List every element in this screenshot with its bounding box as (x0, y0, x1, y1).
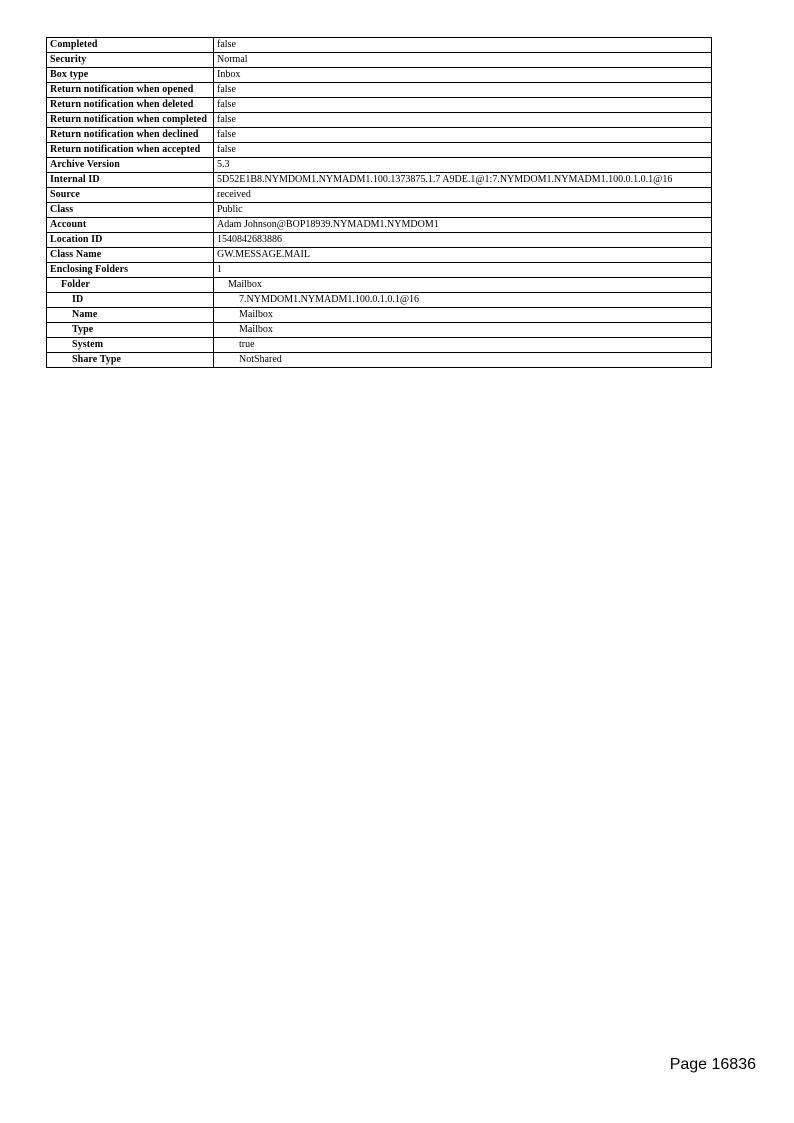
folder-child-value: NotShared (214, 353, 712, 368)
folder-child-row (47, 293, 712, 308)
property-key: Account (47, 218, 214, 233)
table-row (47, 38, 712, 53)
property-key: Box type (47, 68, 214, 83)
folder-child-value: 7.NYMDOM1.NYMADM1.100.0.1.0.1@16 (214, 293, 712, 308)
property-key: Class (47, 203, 214, 218)
property-key: Internal ID (47, 173, 214, 188)
folder-child-value: true (214, 338, 712, 353)
property-key: Archive Version (47, 158, 214, 173)
table-row (47, 158, 712, 173)
properties-table (46, 37, 712, 368)
folder-child-row (47, 323, 712, 338)
property-key: Return notification when deleted (47, 98, 214, 113)
property-key: Location ID (47, 233, 214, 248)
property-key: Completed (47, 38, 214, 53)
property-value: GW.MESSAGE.MAIL (214, 248, 712, 263)
folder-child-row (47, 353, 712, 368)
folder-child-key: Type (47, 323, 214, 338)
table-row (47, 218, 712, 233)
property-value: Public (214, 203, 712, 218)
table-row (47, 248, 712, 263)
table-row (47, 173, 712, 188)
table-row (47, 98, 712, 113)
folder-child-value: Mailbox (214, 308, 712, 323)
property-value: false (214, 143, 712, 158)
property-value: 5.3 (214, 158, 712, 173)
folder-child-key: Share Type (47, 353, 214, 368)
table-row (47, 53, 712, 68)
table-row (47, 113, 712, 128)
table-row (47, 233, 712, 248)
property-value: 1 (214, 263, 712, 278)
folder-child-key: Name (47, 308, 214, 323)
folder-key: Folder (47, 278, 214, 293)
property-value: false (214, 83, 712, 98)
property-value: 1540842683886 (214, 233, 712, 248)
folder-child-row (47, 308, 712, 323)
property-value: Inbox (214, 68, 712, 83)
folder-child-key: System (47, 338, 214, 353)
folder-value: Mailbox (214, 278, 712, 293)
folder-row (47, 278, 712, 293)
property-key: Return notification when completed (47, 113, 214, 128)
page-number: Page 16836 (669, 1056, 756, 1073)
table-row (47, 68, 712, 83)
table-row (47, 203, 712, 218)
property-value: false (214, 128, 712, 143)
table-row (47, 263, 712, 278)
table-row (47, 143, 712, 158)
property-key: Security (47, 53, 214, 68)
folder-child-key: ID (47, 293, 214, 308)
property-value: false (214, 38, 712, 53)
property-key: Source (47, 188, 214, 203)
property-key: Enclosing Folders (47, 263, 214, 278)
property-value: false (214, 98, 712, 113)
folder-child-value: Mailbox (214, 323, 712, 338)
table-row (47, 128, 712, 143)
property-value: false (214, 113, 712, 128)
property-key: Return notification when accepted (47, 143, 214, 158)
property-value: 5D52E1B8.NYMDOM1.NYMADM1.100.1373875.1.7 A9DE.1@1:7.NYMDOM1.NYMADM1.100.0.1.0.1@16 (214, 173, 712, 188)
property-value: Adam Johnson@BOP18939.NYMADM1.NYMDOM1 (214, 218, 712, 233)
property-key: Return notification when opened (47, 83, 214, 98)
property-value: Normal (214, 53, 712, 68)
property-key: Return notification when declined (47, 128, 214, 143)
table-row (47, 83, 712, 98)
table-row (47, 188, 712, 203)
property-key: Class Name (47, 248, 214, 263)
folder-child-row (47, 338, 712, 353)
property-value: received (214, 188, 712, 203)
